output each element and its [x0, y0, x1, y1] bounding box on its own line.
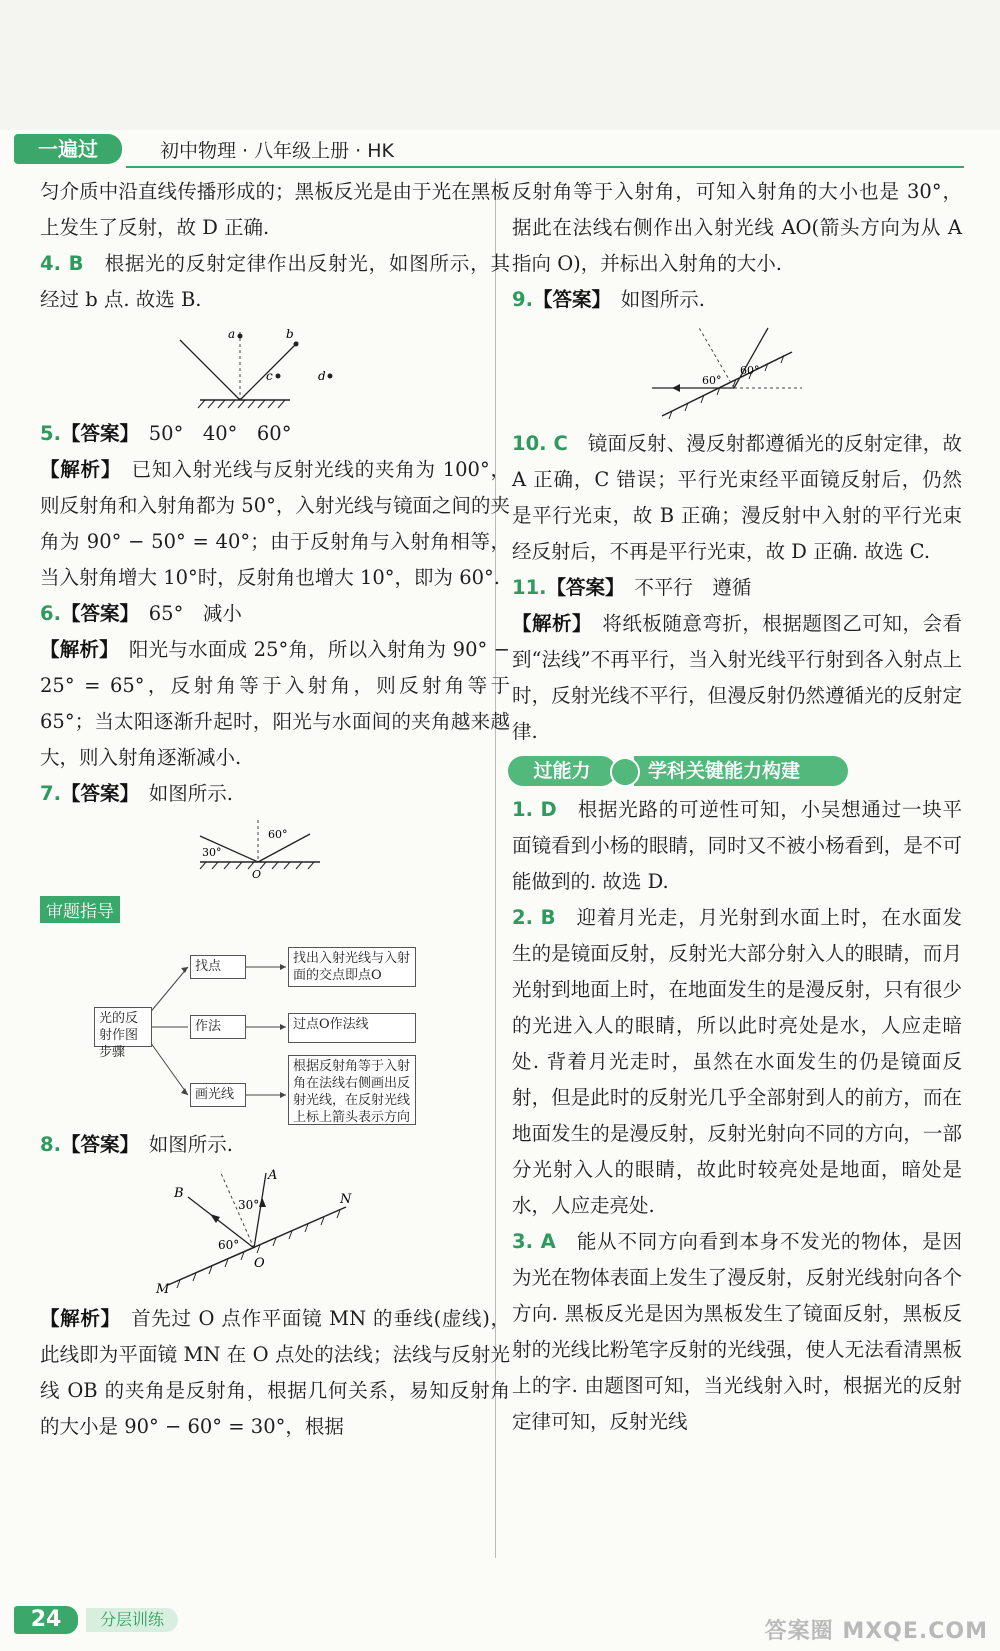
q11-analysis	[512, 606, 962, 750]
q9-answer	[512, 282, 962, 318]
book-title: 初中物理 · 八年级上册 · HK	[160, 140, 394, 162]
guide-badge: 审题指导	[40, 896, 120, 923]
q8-answer	[40, 1127, 510, 1163]
q11-answer	[512, 570, 962, 606]
q7-label-o: O	[252, 868, 262, 881]
flow-step-find: 找点	[190, 955, 246, 979]
q9-answer-text: 如图所示.	[620, 288, 705, 311]
q8-number: 8.	[40, 1133, 61, 1156]
r1-number: 1. D	[512, 798, 557, 821]
page-header	[14, 134, 964, 168]
q8-reflection-figure	[40, 1167, 460, 1297]
q11-analysis-tag: 【解析】	[512, 612, 583, 635]
q5-analysis-tag: 【解析】	[40, 458, 112, 481]
q6-answer	[40, 596, 510, 632]
q9-label-60b: 60°	[740, 364, 760, 377]
q8-label-30: 30°	[238, 1198, 260, 1212]
q9-label-60a: 60°	[702, 374, 722, 387]
left-column	[40, 174, 510, 1445]
intro-text: 匀介质中沿直线传播形成的；黑板反光是由于光在黑板上发生了反射，故 D 正确.	[40, 180, 510, 239]
right-column	[512, 174, 962, 1440]
q8-continued: 反射角等于入射角，可知入射角的大小也是 30°，据此在法线右侧作出入射光线 AO(箭头方向为从 A 指向 O)，并标出入射角的大小.	[512, 180, 962, 275]
page-number: 24	[14, 1606, 78, 1634]
q6-analysis-text: 阳光与水面成 25°角，所以入射角为 90° − 25° = 65°，反射角等于入射角，则反射角等于 65°；当太阳逐渐升起时，阳光与水面间的夹角越来越大，则入射角逐渐减小.	[40, 638, 510, 769]
q5-analysis	[40, 452, 510, 596]
r1-paragraph	[512, 792, 962, 900]
page-footer	[14, 1606, 194, 1636]
r3-paragraph	[512, 1224, 962, 1440]
q5-answer-tag: 【答案】	[60, 422, 130, 445]
q4-label-a: a	[228, 327, 236, 341]
q8-label-b: B	[174, 1186, 184, 1201]
header-rule	[126, 166, 964, 168]
q10-paragraph	[512, 426, 962, 570]
flow-detail-method: 过点O作法线	[288, 1013, 416, 1043]
q8-label-o: O	[254, 1256, 265, 1271]
flow-step-draw: 画光线	[190, 1083, 246, 1107]
guide-flowchart	[40, 927, 510, 1127]
q8-label-n: N	[340, 1192, 352, 1207]
q7-label-30: 30°	[202, 846, 222, 859]
r1-text: 根据光路的可逆性可知，小吴想通过一块平面镜看到小杨的眼睛，同时又不被小杨看到，是不可能做到的. 故选 D.	[512, 798, 962, 893]
r3-number: 3. A	[512, 1230, 556, 1253]
flow-detail-find: 找出入射光线与入射面的交点即点O	[288, 947, 416, 987]
q6-analysis	[40, 632, 510, 776]
footer-label: 分层训练	[86, 1608, 178, 1632]
q9-answer-tag: 【答案】	[532, 288, 602, 311]
q4-paragraph	[40, 246, 510, 318]
q5-answer-text: 50° 40° 60°	[148, 422, 292, 445]
q8-analysis-text: 首先过 O 点作平面镜 MN 的垂线(虚线)，此线即为平面镜 MN 在 O 点处的法线；法线与反射光线 OB 的夹角是反射角，根据几何关系，易知反射角的大小是 90° − 60° = 30°，根据	[40, 1307, 510, 1438]
flow-detail-draw: 根据反射角等于入射角在法线右侧画出反射光线，在反射光线上标上箭头表示方向	[288, 1055, 416, 1125]
r2-number: 2. B	[512, 906, 556, 929]
watermark: 答案圈 MXQE.COM	[764, 1619, 988, 1644]
top-blank-band	[0, 0, 1000, 130]
q5-answer	[40, 416, 510, 452]
q8-label-a: A	[268, 1168, 278, 1183]
r2-text: 迎着月光走，月光射到水面上时，在水面发生的是镜面反射，反射光大部分射入人的眼睛，而月光射到地面上时，在地面发生的是漫反射，只有很少的光进入人的眼睛，所以此时亮处是水，人应走暗处. 背着月光走时，虽然在水面发生的仍是镜面反射，但是此时的反射光几乎全部射到人的前方，而在地面发生的是漫反射，反射光射向不同的方向，一部分光射入人的眼睛，故此时较亮处是地面，暗处是水，人应走亮处.	[512, 906, 962, 1217]
q9-number: 9.	[512, 288, 533, 311]
q8-label-m: M	[156, 1282, 170, 1297]
flow-root-box: 光的反射作图步骤	[94, 1007, 152, 1047]
r2-paragraph	[512, 900, 962, 1224]
q6-number: 6.	[40, 602, 61, 625]
q8-answer-tag: 【答案】	[60, 1133, 130, 1156]
q10-number: 10. C	[512, 432, 568, 455]
book-logo: 一遍过	[14, 134, 122, 164]
q4-number: 4. B	[40, 252, 84, 275]
q6-answer-tag: 【答案】	[60, 602, 130, 625]
section-banner	[508, 754, 962, 788]
flow-step-method: 作法	[190, 1015, 246, 1039]
q6-analysis-tag: 【解析】	[40, 638, 110, 661]
q11-analysis-text: 将纸板随意弯折，根据题图乙可知，会看到“法线”不再平行，当入射光线平行射到各入射点上时，反射光线不平行，但漫反射仍然遵循光的反射定律.	[512, 612, 962, 743]
q7-label-60: 60°	[268, 828, 288, 841]
q4-text: 根据光的反射定律作出反射光，如图所示，其经过 b 点. 故选 B.	[40, 252, 510, 311]
section-banner-left: 过能力	[508, 756, 616, 786]
q4-label-d: d	[318, 369, 326, 383]
section-target-icon	[610, 757, 640, 787]
q11-answer-tag: 【答案】	[546, 576, 615, 599]
q7-number: 7.	[40, 782, 61, 805]
q7-reflection-figure	[40, 816, 460, 886]
q11-number: 11.	[512, 576, 547, 599]
q5-number: 5.	[40, 422, 61, 445]
q8-analysis-tag: 【解析】	[40, 1307, 111, 1330]
q7-answer-tag: 【答案】	[60, 782, 130, 805]
q4-label-c: c	[266, 369, 273, 383]
q9-reflection-figure	[512, 322, 952, 422]
q4-reflection-figure	[40, 322, 460, 412]
q10-text: 镜面反射、漫反射都遵循光的反射定律，故 A 正确，C 错误；平行光束经平面镜反射后，仍然是平行光束，故 B 正确；漫反射中入射的平行光束经反射后，不再是平行光束，故 D 正确. 故选 C.	[512, 432, 962, 563]
q6-answer-text: 65° 减小	[148, 602, 242, 625]
q4-label-b: b	[286, 327, 294, 341]
q7-answer	[40, 776, 510, 812]
section-banner-right: 学科关键能力构建	[634, 756, 848, 786]
q11-answer-text: 不平行 遵循	[634, 576, 752, 599]
q8-answer-text: 如图所示.	[148, 1133, 233, 1156]
q8-label-60: 60°	[218, 1238, 240, 1252]
q7-answer-text: 如图所示.	[148, 782, 233, 805]
q8-analysis	[40, 1301, 510, 1445]
q5-analysis-text: 已知入射光线与反射光线的夹角为 100°，则反射角和入射角都为 50°，入射光线与镜面之间的夹角为 90° − 50° = 40°；由于反射角与入射角相等，当入射角增大 10°时，反射角也增大 10°，即为 60°.	[40, 458, 510, 589]
r3-text: 能从不同方向看到本身不发光的物体，是因为光在物体表面上发生了漫反射，反射光线射向各个方向. 黑板反光是因为黑板发生了镜面反射，黑板反射的光线比粉笔字反射的光线强，使人无法看清黑板上的字. 由题图可知，当光线射入时，根据光的反射定律可知，反射光线	[512, 1230, 962, 1433]
